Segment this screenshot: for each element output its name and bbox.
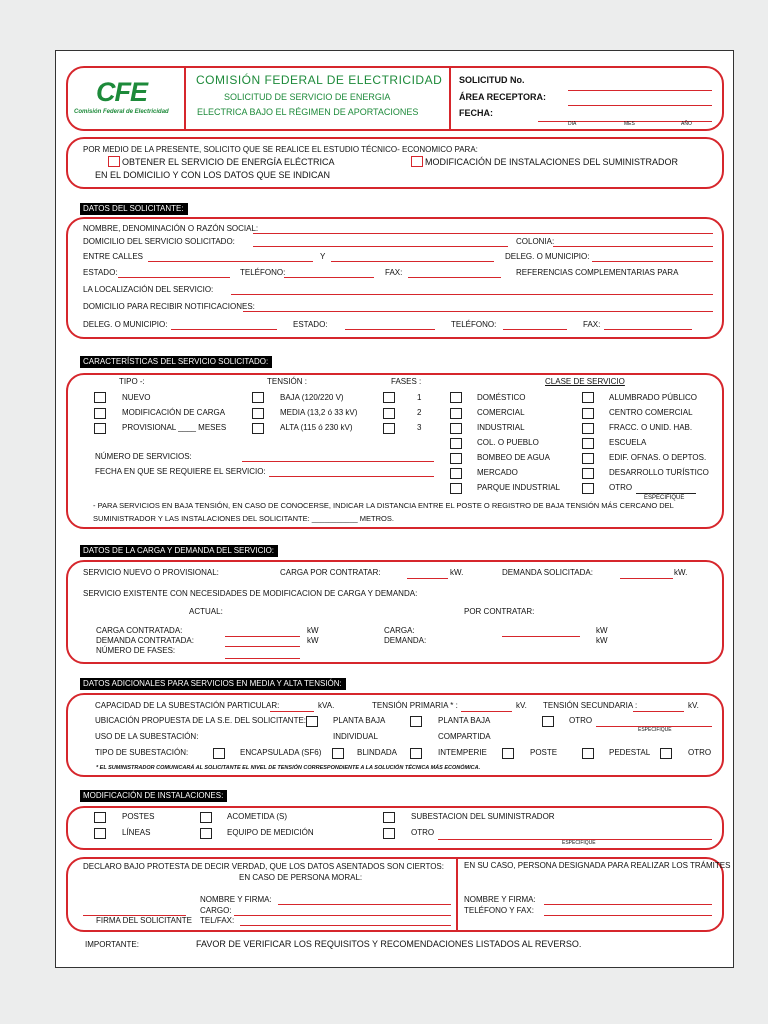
clase-alumbrado-label: ALUMBRADO PÚBLICO (609, 393, 698, 402)
num-fases-label: NÚMERO DE FASES: (96, 646, 176, 655)
demanda-solicitada-label: DEMANDA SOLICITADA: (502, 568, 593, 577)
mod-subestacion-checkbox[interactable] (383, 812, 395, 823)
cargo-label: CARGO: (200, 906, 232, 915)
dia-label: DIA (568, 121, 577, 127)
mod-lineas-checkbox[interactable] (94, 828, 106, 839)
kv-label: kV. (516, 701, 527, 710)
clase-mercado-label: MERCADO (477, 468, 518, 477)
mod-acometida-checkbox[interactable] (200, 812, 212, 823)
section-header-solicitante: DATOS DEL SOLICITANTE: (80, 203, 188, 215)
uso-label: USO DE LA SUBESTACIÓN: (95, 732, 199, 741)
clase-fracc-label: FRACC. O UNID. HAB. (609, 423, 693, 432)
carga-contratada-label: CARGA CONTRATADA: (96, 626, 183, 635)
demanda-contratada-field[interactable] (225, 646, 300, 647)
servicio-existente-label: SERVICIO EXISTENTE CON NECESIDADES DE MODIFICACION DE CARGA Y DEMANDA: (83, 589, 418, 598)
fax2-label: FAX: (583, 320, 601, 329)
tipo-subestacion-label: TIPO DE SUBESTACIÓN: (95, 748, 189, 757)
nota-distancia-1: - PARA SERVICIOS EN BAJA TENSIÓN, EN CASO DE CONOCERSE, INDICAR LA DISTANCIA ENTRE EL POSTE O REGISTRO DE BAJA TENSIÓN MÁS CERCANO DEL (93, 501, 674, 510)
section-header-carga: DATOS DE LA CARGA Y DEMANDA DEL SERVICIO: (80, 545, 278, 557)
fecha-label: FECHA: (459, 108, 493, 118)
ubicacion-especifique-label: ESPECIFIQUE (638, 727, 672, 733)
ubicacion-label: UBICACIÓN PROPUESTA DE LA S.E. DEL SOLICITANTE: (95, 716, 307, 725)
section-header-adicionales: DATOS ADICIONALES PARA SERVICIOS EN MEDIA Y ALTA TENSIÓN: (80, 678, 346, 690)
cfe-logo-subtitle: Comisión Federal de Electricidad (74, 109, 169, 115)
clase-desarrollo-checkbox[interactable] (582, 468, 594, 479)
form-subtitle-2: ELECTRICA BAJO EL RÉGIMEN DE APORTACIONES (197, 107, 419, 117)
clase-especifique-label: ESPECIFIQUE (644, 495, 685, 501)
localizacion-label: LA LOCALIZACIÓN DEL SERVICIO: (83, 285, 214, 294)
fax2-field[interactable] (604, 329, 692, 330)
mod-equipo-checkbox[interactable] (200, 828, 212, 839)
nombre-firma2-label: NOMBRE Y FIRMA: (464, 895, 536, 904)
clase-parque-label: PARQUE INDUSTRIAL (477, 483, 560, 492)
fases-1-checkbox[interactable] (383, 392, 395, 403)
telfax-field[interactable] (240, 925, 451, 926)
nombre-field[interactable] (253, 233, 713, 234)
telfax2-label: TELÉFONO Y FAX: (464, 906, 534, 915)
clase-domestico-label: DOMÉSTICO (477, 393, 526, 402)
tipo-poste-checkbox[interactable] (502, 748, 514, 759)
org-title: COMISIÓN FEDERAL DE ELECTRICIDAD (196, 73, 443, 87)
notificaciones-field[interactable] (243, 311, 713, 312)
tension-primaria-label: TENSIÓN PRIMARIA * : (372, 701, 458, 710)
clase-escuela-label: ESCUELA (609, 438, 647, 447)
mod-equipo-label: EQUIPO DE MEDICIÓN (227, 828, 314, 837)
capacidad-label: CAPACIDAD DE LA SUBESTACIÓN PARTICULAR: (95, 701, 280, 710)
telefono-label: TELÉFONO: (240, 268, 286, 277)
nombre-firma-label: NOMBRE Y FIRMA: (200, 895, 272, 904)
clase-comercial-checkbox[interactable] (450, 408, 462, 419)
estado-label: ESTADO: (83, 268, 118, 277)
deleg2-field[interactable] (171, 329, 277, 330)
deleg-field[interactable] (592, 261, 713, 262)
fases-2-label: 2 (417, 408, 422, 417)
tension-baja-checkbox[interactable] (252, 392, 264, 403)
clase-centro-comercial-checkbox[interactable] (582, 408, 594, 419)
obtener-servicio-checkbox[interactable] (108, 156, 120, 167)
carga-kw-label: kW. (450, 568, 464, 577)
intro-line3: EN EL DOMICILIO Y CON LOS DATOS QUE SE INDICAN (95, 170, 331, 180)
carga-nueva-field[interactable] (502, 636, 580, 637)
ubicacion-planta-baja-checkbox[interactable] (306, 716, 318, 727)
clase-domestico-checkbox[interactable] (450, 392, 462, 403)
nombre-firma-field[interactable] (278, 904, 451, 905)
header-divider-2 (449, 67, 451, 130)
declaracion-line1: DECLARO BAJO PROTESTA DE DECIR VERDAD, QUE LOS DATOS ASENTADOS SON CIERTOS: (83, 862, 444, 871)
demanda-solicitada-field[interactable] (620, 578, 673, 579)
colonia-field[interactable] (553, 246, 713, 247)
kva-label: kVA. (318, 701, 335, 710)
tipo-provisional-checkbox[interactable] (94, 423, 106, 434)
domicilio-label: DOMICILIO DEL SERVICIO SOLICITADO: (83, 237, 235, 246)
clase-alumbrado-checkbox[interactable] (582, 392, 594, 403)
carga-nueva-kw: kW (596, 626, 608, 635)
declaracion-divider (456, 858, 458, 931)
tipo-otro-label: OTRO (688, 748, 712, 757)
clase-otro-label: OTRO (609, 483, 633, 492)
clase-otro-line[interactable] (636, 493, 696, 494)
capacidad-field[interactable] (270, 711, 314, 712)
localizacion-field[interactable] (231, 294, 713, 295)
clase-col-pueblo-checkbox[interactable] (450, 438, 462, 449)
mod-lineas-label: LÍNEAS (122, 828, 151, 837)
form-sheet (55, 50, 734, 968)
ubicacion-otro-checkbox[interactable] (542, 716, 554, 727)
num-fases-field[interactable] (225, 658, 300, 659)
intro-line1: POR MEDIO DE LA PRESENTE, SOLICITO QUE SE REALICE EL ESTUDIO TÉCNICO- ECONOMICO PARA: (83, 145, 478, 154)
demanda-kw-label: kW. (674, 568, 688, 577)
form-subtitle-1: SOLICITUD DE SERVICIO DE ENERGIA (224, 92, 391, 102)
carga-contratada-field[interactable] (225, 636, 300, 637)
individual-label: INDIVIDUAL (333, 732, 378, 741)
declaracion-line2: EN CASO DE PERSONA MORAL: (239, 873, 363, 882)
area-label: ÁREA RECEPTORA: (459, 92, 547, 102)
tipo-blindada-label: BLINDADA (357, 748, 398, 757)
tipo-heading: TIPO -: (119, 377, 145, 386)
mes-label: MES (624, 121, 635, 127)
compartida-label: COMPARTIDA (438, 732, 491, 741)
estado-field[interactable] (118, 277, 230, 278)
clase-col-pueblo-label: COL. O PUEBLO (477, 438, 539, 447)
tipo-intemperie-label: INTEMPERIE (438, 748, 487, 757)
servicio-nuevo-label: SERVICIO NUEVO O PROVISIONAL: (83, 568, 219, 577)
clase-escuela-checkbox[interactable] (582, 438, 594, 449)
num-servicios-label: NÚMERO DE SERVICIOS: (95, 452, 192, 461)
tipo-poste-label: POSTE (530, 748, 558, 757)
mod-otro-label: OTRO (411, 828, 435, 837)
tipo-provisional-label: PROVISIONAL ____ MESES (122, 423, 227, 432)
mod-postes-label: POSTES (122, 812, 155, 821)
ubicacion-planta-baja-label: PLANTA BAJA (333, 716, 386, 725)
carga-por-contratar-field[interactable] (407, 578, 448, 579)
header-divider-1 (184, 67, 186, 130)
tension-baja-label: BAJA (120/220 V) (280, 393, 344, 402)
tipo-modificacion-label: MODIFICACIÓN DE CARGA (122, 408, 226, 417)
solicitud-field[interactable] (568, 90, 712, 91)
nota-tension: * EL SUMINISTRADOR COMUNICARÁ AL SOLICITANTE EL NIVEL DE TENSIÓN CORRESPONDIENTE A LA SOLUCIÓN TÉCNICA MÁS ECONÓMICA. (96, 765, 481, 771)
obtener-servicio-label: OBTENER EL SERVICIO DE ENERGÍA ELÉCTRICA (122, 157, 335, 167)
importante-label: IMPORTANTE: (85, 940, 139, 949)
calles-y-label: Y (320, 252, 326, 261)
clase-industrial-label: INDUSTRIAL (477, 423, 525, 432)
ubicacion-planta-baja2-label: PLANTA BAJA (438, 716, 491, 725)
notificaciones-label: DOMICILIO PARA RECIBIR NOTIFICACIONES: (83, 302, 255, 311)
demanda-contratada-label: DEMANDA CONTRATADA: (96, 636, 194, 645)
mod-acometida-label: ACOMETIDA (S) (227, 812, 288, 821)
fax-field[interactable] (408, 277, 501, 278)
estado2-label: ESTADO: (293, 320, 328, 329)
ubicacion-otro-label: OTRO (569, 716, 593, 725)
clase-comercial-label: COMERCIAL (477, 408, 525, 417)
fases-3-checkbox[interactable] (383, 423, 395, 434)
telefono2-field[interactable] (503, 329, 567, 330)
fases-2-checkbox[interactable] (383, 408, 395, 419)
section-header-caracteristicas: CARACTERÍSTICAS DEL SERVICIO SOLICITADO: (80, 356, 272, 368)
telefono2-label: TELÉFONO: (451, 320, 497, 329)
firma-solicitante-label: FIRMA DEL SOLICITANTE (96, 916, 193, 925)
telefono-field[interactable] (284, 277, 374, 278)
carga-contratada-kw: kW (307, 626, 319, 635)
clase-edif-label: EDIF. OFNAS. O DEPTOS. (609, 453, 707, 462)
fases-heading: FASES : (391, 377, 422, 386)
tipo-blindada-checkbox[interactable] (332, 748, 344, 759)
tipo-encapsulada-checkbox[interactable] (213, 748, 225, 759)
area-field[interactable] (568, 105, 712, 106)
nota-distancia-2: SUMINISTRADOR Y LAS INSTALACIONES DEL SOLICITANTE: ___________ METROS. (93, 514, 394, 523)
deleg2-label: DELEG. O MUNICIPIO: (83, 320, 168, 329)
tension-media-label: MEDIA (13,2 ó 33 kV) (280, 408, 358, 417)
colonia-label: COLONIA: (516, 237, 555, 246)
tipo-intemperie-checkbox[interactable] (410, 748, 422, 759)
tipo-modificacion-checkbox[interactable] (94, 408, 106, 419)
referencias-label: REFERENCIAS COMPLEMENTARIAS PARA (516, 268, 679, 277)
ano-label: AÑO (681, 121, 692, 127)
clase-mercado-checkbox[interactable] (450, 468, 462, 479)
demanda-nueva-kw: kW (596, 636, 608, 645)
nombre-label: NOMBRE, DENOMINACIÓN O RAZÓN SOCIAL: (83, 224, 259, 233)
clase-bombeo-checkbox[interactable] (450, 453, 462, 464)
clase-parque-checkbox[interactable] (450, 483, 462, 494)
importante-text: FAVOR DE VERIFICAR LOS REQUISITOS Y RECOMENDACIONES LISTADOS AL REVERSO. (196, 939, 582, 949)
calles-field-1[interactable] (148, 261, 313, 262)
tension-primaria-field[interactable] (461, 711, 512, 712)
tipo-encapsulada-label: ENCAPSULADA (SF6) (240, 748, 322, 757)
modificacion-checkbox[interactable] (411, 156, 423, 167)
modificacion-label: MODIFICACIÓN DE INSTALACIONES DEL SUMINISTRADOR (425, 157, 679, 167)
carga-label: CARGA: (384, 626, 415, 635)
clase-desarrollo-label: DESARROLLO TURÍSTICO (609, 468, 709, 477)
clase-edif-checkbox[interactable] (582, 453, 594, 464)
ubicacion-planta-baja2-checkbox[interactable] (410, 716, 422, 727)
persona-designada-label: EN SU CASO, PERSONA DESIGNADA PARA REALIZAR LOS TRÁMITES (464, 861, 731, 870)
calles-field-2[interactable] (331, 261, 494, 262)
modificacion-box (66, 806, 724, 850)
fases-3-label: 3 (417, 423, 422, 432)
fecha-req-field[interactable] (269, 476, 434, 477)
solicitud-label: SOLICITUD No. (459, 75, 525, 85)
clase-industrial-checkbox[interactable] (450, 423, 462, 434)
tension-alta-label: ALTA (115 ó 230 kV) (280, 423, 353, 432)
por-contratar-label: POR CONTRATAR: (464, 607, 535, 616)
actual-label: ACTUAL: (189, 607, 223, 616)
num-servicios-field[interactable] (242, 461, 434, 462)
clase-centro-comercial-label: CENTRO COMERCIAL (609, 408, 693, 417)
fases-1-label: 1 (417, 393, 422, 402)
deleg-label: DELEG. O MUNICIPIO: (505, 252, 590, 261)
cargo-field[interactable] (234, 915, 451, 916)
cfe-logo (74, 77, 169, 117)
demanda-contratada-kw: kW (307, 636, 319, 645)
carga-por-contratar-label: CARGA POR CONTRATAR: (280, 568, 381, 577)
clase-otro-checkbox[interactable] (582, 483, 594, 494)
section-header-modificacion: MODIFICACIÓN DE INSTALACIONES: (80, 790, 227, 802)
estado2-field[interactable] (345, 329, 435, 330)
fecha-req-label: FECHA EN QUE SE REQUIERE EL SERVICIO: (95, 467, 266, 476)
fax-label: FAX: (385, 268, 403, 277)
clase-heading: CLASE DE SERVICIO (545, 377, 625, 386)
nombre-firma2-field[interactable] (544, 904, 712, 905)
tension-media-checkbox[interactable] (252, 408, 264, 419)
mod-otro-checkbox[interactable] (383, 828, 395, 839)
mod-postes-checkbox[interactable] (94, 812, 106, 823)
telfax2-field[interactable] (544, 915, 712, 916)
cfe-logo-text: CFE (96, 77, 147, 107)
clase-fracc-checkbox[interactable] (582, 423, 594, 434)
demanda-label: DEMANDA: (384, 636, 427, 645)
tipo-pedestal-label: PEDESTAL (609, 748, 651, 757)
mod-especifique-label: ESPECIFIQUE (562, 840, 596, 846)
tension-alta-checkbox[interactable] (252, 423, 264, 434)
tipo-pedestal-checkbox[interactable] (582, 748, 594, 759)
mod-subestacion-label: SUBESTACION DEL SUMINISTRADOR (411, 812, 555, 821)
tension-heading: TENSIÓN : (267, 377, 308, 386)
kv2-label: kV. (688, 701, 699, 710)
tension-secundaria-label: TENSIÓN SECUNDARIA : (543, 701, 638, 710)
calles-label: ENTRE CALLES (83, 252, 144, 261)
tipo-otro-checkbox[interactable] (660, 748, 672, 759)
tipo-nuevo-checkbox[interactable] (94, 392, 106, 403)
tension-secundaria-field[interactable] (633, 711, 684, 712)
clase-bombeo-label: BOMBEO DE AGUA (477, 453, 550, 462)
domicilio-field[interactable] (253, 246, 508, 247)
telfax-label: TEL/FAX: (200, 916, 235, 925)
tipo-nuevo-label: NUEVO (122, 393, 151, 402)
